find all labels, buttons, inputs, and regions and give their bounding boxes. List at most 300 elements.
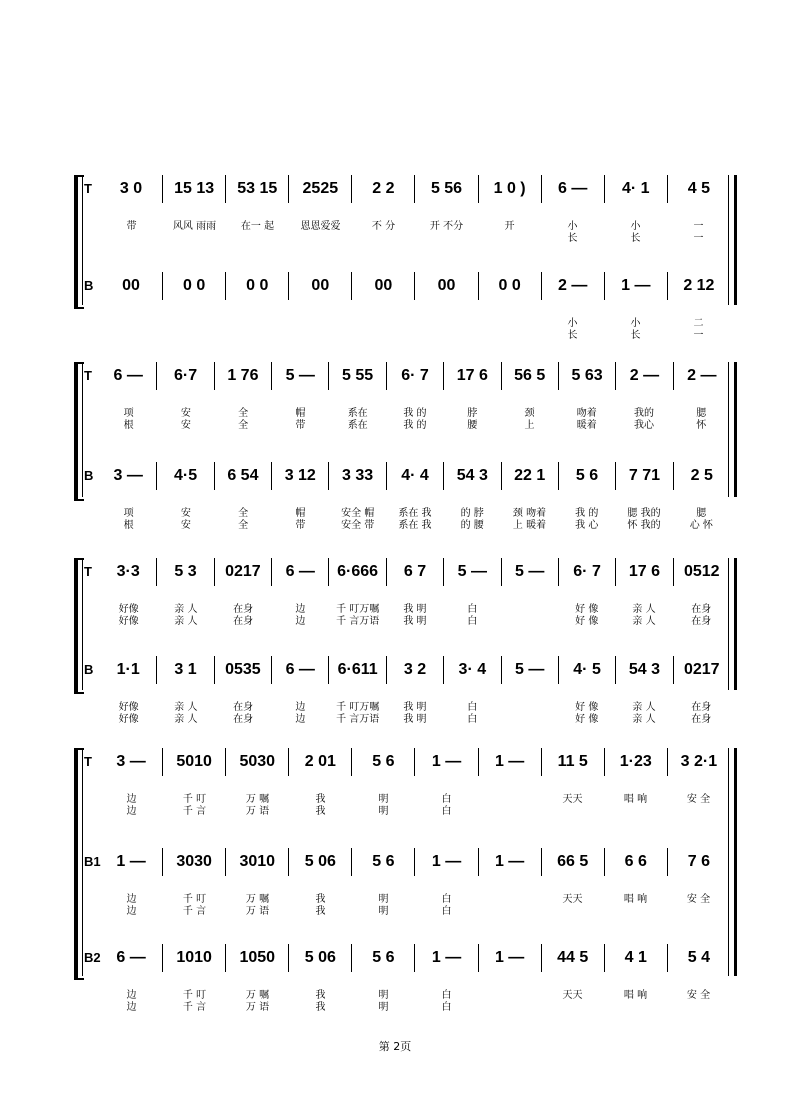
measure [674, 362, 730, 390]
measure [444, 558, 501, 586]
measure-notes: 3 1 [174, 661, 197, 678]
measure-notes: 0535 [225, 661, 261, 678]
notation-row [100, 272, 730, 300]
lyric-syllable: 亲 人 [174, 604, 198, 615]
measure [226, 944, 289, 972]
lyric-syllable: 我 [315, 806, 326, 817]
lyric-syllable: 千 叮万嘱 [336, 702, 380, 713]
lyric-syllable: 白 [467, 702, 478, 713]
measure-notes: 0 0 [498, 277, 521, 294]
measure [542, 848, 605, 876]
lyric-syllable: 千 叮万嘱 [336, 604, 380, 615]
measure [100, 748, 163, 776]
measure [215, 656, 272, 684]
lyric-syllable: 我 [315, 794, 326, 805]
lyric-syllable [415, 326, 478, 341]
notation-row [100, 848, 730, 876]
measure [226, 175, 289, 203]
lyric-syllable: 白 [441, 990, 452, 1001]
measure [444, 656, 501, 684]
measure-notes: 5 56 [430, 180, 463, 197]
notation-row [100, 462, 730, 490]
system-line [82, 748, 83, 976]
system-end-bar [728, 175, 737, 305]
lyric-syllable: 边 [126, 894, 137, 905]
notation-row [100, 944, 730, 972]
measure-notes: 7 6 [687, 853, 711, 870]
lyric-line [100, 326, 730, 341]
measure-notes: 1 76 [227, 367, 259, 384]
lyric-syllable: 全 [238, 508, 249, 519]
measure [616, 462, 673, 490]
measure-notes: 6·666 [337, 563, 379, 580]
notation-row [100, 175, 730, 203]
lyric-syllable: 唱 响 [623, 990, 648, 1001]
measure [100, 462, 157, 490]
measure-notes: 5 06 [304, 853, 336, 870]
lyric-syllable: 明 [378, 990, 389, 1001]
notation-row [100, 748, 730, 776]
voice-label: T [84, 564, 92, 579]
lyric-syllable: 好 像 [575, 714, 599, 725]
measure-notes: 2 01 [304, 753, 336, 770]
lyric-syllable: 千 言 [182, 906, 207, 917]
lyric-syllable: 我 心 [575, 520, 599, 531]
voice-label: T [84, 368, 92, 383]
lyric-syllable: 安 [180, 508, 191, 519]
measure [479, 848, 542, 876]
measure [157, 656, 214, 684]
measure-notes: 2 2 [372, 180, 395, 197]
measure [479, 272, 542, 300]
measure [157, 362, 214, 390]
measure [289, 944, 352, 972]
lyric-syllable: 长 [567, 233, 578, 244]
lyric-syllable: 我 [315, 906, 326, 917]
measure-notes: 5 3 [174, 563, 197, 580]
measure [226, 748, 289, 776]
lyric-syllable: 带 [126, 221, 137, 232]
measure-notes: 22 1 [514, 467, 546, 484]
measure [605, 848, 668, 876]
lyric-syllable: 我 [315, 894, 326, 905]
measure [100, 175, 163, 203]
measure-notes: 6·611 [337, 661, 378, 678]
lyric-syllable: 根 [123, 520, 134, 531]
lyric-syllable: 全 [238, 408, 249, 419]
lyric-syllable: 在身 [233, 714, 254, 725]
lyric-syllable: 系在 [347, 408, 368, 419]
lyric-syllable: 项 [123, 508, 134, 519]
lyric-syllable [478, 998, 541, 1013]
measure [415, 175, 478, 203]
lyric-syllable: 万 嘱 [245, 990, 270, 1001]
measure-notes: 1 — [494, 949, 525, 966]
lyric-line [100, 516, 730, 531]
lyric-syllable: 上 [524, 420, 535, 431]
lyric-syllable: 明 [378, 1002, 389, 1013]
lyric-syllable: 根 [123, 420, 134, 431]
lyric-syllable: 小 [630, 221, 641, 232]
lyric-syllable: 我 [315, 990, 326, 1001]
lyric-syllable [226, 229, 289, 244]
lyric-syllable: 亲 人 [174, 714, 198, 725]
lyric-syllable: 开 [504, 221, 515, 232]
lyric-syllable: 白 [441, 906, 452, 917]
lyric-syllable: 好 像 [575, 616, 599, 627]
measure [272, 462, 329, 490]
lyric-syllable: 怀 我的 [627, 520, 661, 531]
measure-notes: 6 — [558, 180, 588, 197]
lyric-syllable: 边 [126, 990, 137, 1001]
measure-notes: 0217 [683, 661, 720, 678]
measure-notes: 0217 [225, 563, 261, 580]
page-number: 第 2页 [378, 1040, 412, 1053]
lyric-syllable: 安 全 [686, 794, 711, 805]
measure-notes: 3· 4 [458, 661, 487, 678]
lyric-line [100, 416, 730, 431]
lyric-syllable: 吻着 [576, 408, 597, 419]
measure-notes: 1050 [239, 949, 276, 966]
measure-notes: 6· 7 [401, 367, 429, 384]
measure [479, 944, 542, 972]
measure [163, 848, 226, 876]
lyric-syllable: 好像 [118, 604, 139, 615]
measure [502, 362, 559, 390]
measure [352, 944, 415, 972]
measure-notes: 66 5 [557, 853, 589, 870]
lyric-syllable: 好像 [118, 702, 139, 713]
voice-label: B2 [84, 950, 101, 965]
lyric-syllable: 唱 响 [623, 794, 648, 805]
notation-row [100, 558, 730, 586]
measure [387, 656, 444, 684]
voice-label: B [84, 662, 94, 677]
measure [157, 558, 214, 586]
lyric-syllable: 白 [441, 894, 452, 905]
measure [559, 362, 616, 390]
measure-notes: 44 5 [557, 949, 589, 966]
lyric-syllable: 亲 人 [174, 616, 198, 627]
lyric-syllable [100, 229, 163, 244]
measure-notes: 1 — [431, 949, 462, 966]
measure [226, 272, 289, 300]
lyric-syllable: 恩恩爱爱 [300, 221, 341, 232]
measure-notes: 5 55 [342, 367, 374, 384]
lyric-syllable: 千 言 [182, 806, 207, 817]
lyric-line [100, 229, 730, 244]
measure [668, 175, 730, 203]
lyric-syllable: 帽 [295, 508, 306, 519]
voice-label: T [84, 181, 92, 196]
lyric-syllable: 边 [295, 702, 306, 713]
lyric-syllable: 腮 [696, 408, 707, 419]
lyric-syllable [226, 326, 289, 341]
measure [668, 944, 730, 972]
voice-label: B [84, 468, 94, 483]
measure-notes: 5010 [176, 753, 212, 770]
lyric-syllable: 安全 带 [341, 520, 375, 531]
lyric-syllable: 千 言万语 [336, 714, 380, 725]
lyric-syllable [478, 802, 541, 817]
lyric-syllable [667, 998, 730, 1013]
lyric-syllable: 亲 人 [632, 604, 656, 615]
measure-notes: 3·3 [116, 563, 140, 580]
measure-notes: 3 33 [342, 467, 374, 484]
lyric-syllable: 我 的 [403, 420, 427, 431]
lyric-syllable: 怀 [696, 420, 707, 431]
lyric-syllable: 天天 [562, 990, 583, 1001]
lyric-syllable: 长 [630, 330, 641, 341]
lyric-syllable: 一 [693, 330, 704, 341]
measure-notes: 1 0 ) [493, 180, 526, 197]
measure [163, 748, 226, 776]
lyric-syllable: 一 [693, 233, 704, 244]
lyric-syllable [667, 902, 730, 917]
lyric-syllable: 亲 人 [632, 702, 656, 713]
measure [100, 944, 163, 972]
measure [616, 558, 673, 586]
lyric-syllable: 万 嘱 [245, 894, 270, 905]
measure-notes: 00 [311, 277, 330, 294]
lyric-syllable: 我的 [634, 408, 655, 419]
system-line [82, 362, 83, 497]
measure-notes: 4· 4 [401, 467, 429, 484]
lyric-syllable: 腮 [696, 508, 707, 519]
lyric-syllable: 安 全 [686, 990, 711, 1001]
measure [100, 558, 157, 586]
measure [616, 362, 673, 390]
lyric-syllable: 在身 [691, 702, 712, 713]
lyric-line [100, 802, 730, 817]
measure [415, 944, 478, 972]
lyric-syllable [415, 229, 478, 244]
lyric-syllable: 唱 响 [623, 894, 648, 905]
lyric-syllable: 暖着 [576, 420, 597, 431]
lyric-syllable: 我 明 [403, 616, 427, 627]
measure-notes: 5 06 [304, 949, 336, 966]
measure [272, 362, 329, 390]
lyric-syllable: 白 [467, 616, 478, 627]
measure-notes: 3 2 [403, 661, 427, 678]
measure [605, 748, 668, 776]
lyric-syllable [667, 802, 730, 817]
lyric-syllable: 好像 [118, 616, 139, 627]
lyric-syllable [478, 229, 541, 244]
lyric-syllable: 安 [180, 520, 191, 531]
lyric-syllable: 我 [315, 1002, 326, 1013]
measure [289, 272, 352, 300]
lyric-syllable: 系在 我 [398, 520, 432, 531]
system-end-bar [728, 362, 737, 497]
lyric-syllable [604, 902, 667, 917]
lyric-syllable: 在一 起 [240, 221, 275, 232]
lyric-syllable [478, 326, 541, 341]
measure-notes: 1010 [176, 949, 212, 966]
measure-notes: 1 — [494, 753, 525, 770]
lyric-syllable: 白 [467, 714, 478, 725]
lyric-syllable: 万 语 [245, 1002, 270, 1013]
lyric-syllable: 在身 [233, 604, 254, 615]
measure-notes: 3 — [113, 467, 143, 484]
measure-notes: 17 6 [456, 367, 488, 384]
lyric-syllable: 明 [378, 794, 389, 805]
measure-notes: 0512 [683, 563, 720, 580]
measure-notes: 1·23 [619, 753, 652, 770]
measure [272, 558, 329, 586]
lyric-syllable: 一 [693, 221, 704, 232]
measure [415, 848, 478, 876]
measure-notes: 1 — [494, 853, 525, 870]
measure-notes: 0 0 [183, 277, 206, 294]
measure-notes: 4 1 [624, 949, 647, 966]
lyric-syllable [501, 710, 558, 725]
measure-notes: 11 5 [557, 753, 588, 770]
lyric-syllable: 千 叮 [182, 894, 207, 905]
measure [100, 362, 157, 390]
measure [215, 558, 272, 586]
lyric-syllable: 千 叮 [182, 990, 207, 1001]
lyric-syllable: 安 全 [686, 894, 711, 905]
measure [444, 462, 501, 490]
measure [444, 362, 501, 390]
measure [387, 462, 444, 490]
lyric-syllable: 腰 [467, 420, 478, 431]
system-end-bar [728, 558, 737, 690]
measure [163, 944, 226, 972]
lyric-syllable: 我 的 [403, 408, 427, 419]
lyric-line [100, 612, 730, 627]
measure-notes: 6 — [113, 367, 143, 384]
lyric-syllable: 万 语 [245, 806, 270, 817]
lyric-syllable: 明 [378, 894, 389, 905]
measure [605, 175, 668, 203]
lyric-syllable: 腮 我的 [627, 508, 661, 519]
measure-notes: 6 54 [227, 467, 259, 484]
lyric-syllable: 白 [467, 604, 478, 615]
lyric-syllable: 千 言 [182, 1002, 207, 1013]
lyric-syllable: 长 [567, 330, 578, 341]
measure [387, 558, 444, 586]
lyric-syllable: 上 暖着 [512, 520, 547, 531]
measure-notes: 4 5 [687, 180, 711, 197]
measure [100, 272, 163, 300]
lyric-syllable: 在身 [691, 616, 712, 627]
measure [289, 848, 352, 876]
measure-notes: 3010 [239, 853, 276, 870]
measure [215, 462, 272, 490]
lyric-syllable: 边 [295, 616, 306, 627]
lyric-syllable: 我 明 [403, 714, 427, 725]
lyric-syllable: 长 [630, 233, 641, 244]
measure [352, 848, 415, 876]
lyric-syllable [352, 326, 415, 341]
measure-notes: 3 0 [119, 180, 143, 197]
measure-notes: 5 — [515, 661, 545, 678]
measure [542, 748, 605, 776]
measure-notes: 5 63 [571, 367, 603, 384]
measure [329, 362, 386, 390]
measure [272, 656, 329, 684]
lyric-syllable: 明 [378, 906, 389, 917]
measure-notes: 2 — [687, 367, 717, 384]
measure-notes: 54 3 [456, 467, 488, 484]
lyric-syllable [163, 229, 226, 244]
lyric-syllable [352, 229, 415, 244]
lyric-syllable: 天天 [562, 794, 583, 805]
measure-notes: 00 [374, 277, 393, 294]
lyric-syllable: 白 [441, 806, 452, 817]
measure-notes: 5 6 [372, 853, 395, 870]
lyric-syllable: 在身 [233, 702, 254, 713]
lyric-syllable: 安 [180, 408, 191, 419]
notation-row [100, 656, 730, 684]
measure [674, 558, 730, 586]
measure-notes: 3030 [176, 853, 212, 870]
measure [100, 848, 163, 876]
lyric-syllable: 好 像 [575, 604, 599, 615]
voice-label: B [84, 278, 94, 293]
lyric-syllable: 我 明 [403, 604, 427, 615]
measure-notes: 4· 1 [622, 180, 650, 197]
lyric-syllable: 心 怀 [689, 520, 713, 531]
measure-notes: 2 5 [690, 467, 713, 484]
lyric-syllable: 亲 人 [174, 702, 198, 713]
measure-notes: 17 6 [628, 563, 660, 580]
measure-notes: 53 15 [237, 180, 278, 197]
measure-notes: 3 2·1 [680, 753, 718, 770]
measure [329, 462, 386, 490]
measure-notes: 3 — [116, 753, 146, 770]
measure-notes: 5 — [457, 563, 487, 580]
measure [226, 848, 289, 876]
lyric-syllable: 带 [295, 520, 306, 531]
measure [559, 462, 616, 490]
lyric-line [100, 998, 730, 1013]
lyric-syllable: 帽 [295, 408, 306, 419]
measure [329, 656, 386, 684]
lyric-syllable: 边 [126, 794, 137, 805]
lyric-syllable: 二 [693, 318, 704, 329]
measure-notes: 1 — [621, 277, 651, 294]
measure-notes: 00 [437, 277, 456, 294]
lyric-syllable [541, 802, 604, 817]
lyric-syllable: 天天 [562, 894, 583, 905]
measure [479, 175, 542, 203]
system-end-bar [728, 748, 737, 976]
measure-notes: 2 — [558, 277, 588, 294]
lyric-syllable: 我 的 [575, 508, 599, 519]
lyric-syllable: 在身 [691, 714, 712, 725]
measure [289, 748, 352, 776]
measure-notes: 5 — [515, 563, 545, 580]
lyric-syllable: 颈 吻着 [512, 508, 547, 519]
measure [605, 272, 668, 300]
lyric-syllable [289, 326, 352, 341]
lyric-syllable: 边 [126, 1002, 137, 1013]
measure-notes: 6 — [116, 949, 146, 966]
measure-notes: 54 3 [628, 661, 660, 678]
voice-label: B1 [84, 854, 101, 869]
lyric-syllable: 边 [295, 714, 306, 725]
lyric-syllable: 脖 [467, 408, 478, 419]
lyric-line [100, 710, 730, 725]
lyric-syllable: 安 [180, 420, 191, 431]
measure [668, 748, 730, 776]
lyric-syllable [100, 326, 163, 341]
measure-notes: 6 — [285, 661, 315, 678]
lyric-syllable: 千 叮 [182, 794, 207, 805]
